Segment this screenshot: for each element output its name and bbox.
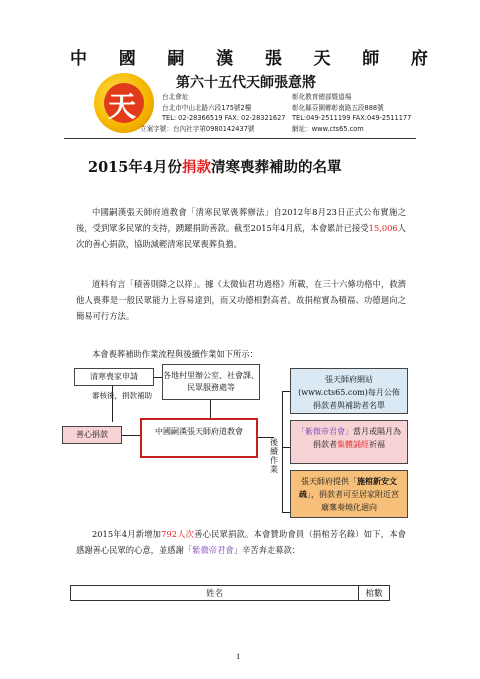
org-name	[70, 44, 430, 69]
website-publish-box: 張天師府網站(www.cts65.com)每月公佈捐款者與補助者名單	[290, 368, 408, 414]
title-date: 2015年4月份	[88, 159, 182, 176]
website-link[interactable]: 網址：www.cts65.com	[292, 124, 364, 133]
table-header-row	[71, 586, 390, 601]
group-chanting: 集體誦經	[337, 440, 369, 449]
center-box: 中國嗣漢張天師府道教會	[140, 418, 258, 458]
org-char: 師	[362, 49, 382, 69]
r2-end: 祈福	[369, 440, 385, 449]
sutra-chanting-box	[290, 420, 408, 464]
org-char: 張	[264, 49, 284, 69]
arrow	[122, 435, 140, 436]
title-highlight: 捐款	[181, 159, 211, 176]
info-line: 彰化縣芬園鄉彰南路五段888號	[292, 103, 384, 112]
p2-text: 道料有言「積善則降之以祥」。據《太微仙君功過格》所載，在三十六條功格中，救濟他人喪葬是一般民眾能力上容易達到，而又功德相對高者。故捐棺實為積福、功德迴向之簡易可行方法。	[76, 279, 406, 321]
r2-text: 當月或隔月為捐款者	[313, 427, 401, 449]
info-line: 台北會址	[162, 93, 189, 101]
changhua-contact	[292, 92, 411, 134]
page-number: 1	[236, 653, 241, 661]
column-header-coffins: 棺數	[359, 586, 390, 601]
arrow	[154, 377, 162, 378]
intro-paragraph	[76, 204, 406, 252]
bracket-line	[282, 391, 283, 513]
merit-paragraph	[76, 276, 406, 324]
org-char: 府	[410, 49, 430, 69]
title-rest: 清寒喪葬補助的名單	[210, 159, 342, 176]
arrow	[282, 447, 290, 448]
apply-box: 清寒喪家申請	[74, 368, 154, 386]
org-char: 國	[118, 49, 138, 69]
logo-glyph: 天	[108, 90, 137, 123]
header-divider	[64, 138, 416, 139]
org-char: 中	[70, 49, 89, 69]
org-char: 天	[313, 49, 333, 69]
org-char: 漢	[216, 49, 236, 69]
donor-table	[70, 585, 390, 601]
arrow	[210, 400, 211, 418]
flow-intro	[76, 346, 406, 362]
arrow	[112, 386, 113, 422]
p3-text: 本會喪葬補助作業流程與後續作業如下所示：	[92, 349, 258, 359]
coffin-document-name: 施棺新安文疏	[299, 476, 397, 499]
arrow	[282, 391, 290, 392]
taipei-contact	[140, 92, 286, 134]
org-char: 嗣	[167, 49, 187, 69]
r3-end: 」，捐款者可至居家附近宮廟稟奏燒化迴向	[307, 490, 399, 512]
p4-text-b: 善心民眾捐款。本會贊助會員（捐棺芳名錄）如下，本會感謝善心民眾的心意，並感謝「	[76, 529, 406, 555]
p4-text-a: 2015年4月新增加	[92, 529, 162, 539]
new-donor-count: 792人次	[161, 529, 195, 539]
celestial-master-title: 第六十五代天師張意將	[176, 75, 316, 91]
arrow	[282, 512, 290, 513]
april-donors-paragraph	[76, 526, 406, 558]
donation-count: 15,006	[368, 223, 398, 233]
column-header-name: 姓名	[71, 586, 359, 601]
info-line: TEL: 02-28366519 FAX: 02-28321627	[162, 114, 286, 122]
p1-text-a: 中國嗣漢張天師府道教會「清寒民眾喪葬辦法」自2012年8月23日正式公布實施之後，受到眾多民眾的支持，踴躍捐助善款。截至2015年4月底，本會累計已接受	[76, 207, 406, 233]
document-title	[88, 156, 341, 177]
review-label: 審核後，捐款補助	[92, 391, 152, 400]
donation-box: 善心捐款	[62, 426, 122, 444]
info-line: TEL:049-2511199 FAX:049-2511177	[292, 114, 412, 122]
info-line: 台北市中山北路六段175號2樓	[162, 103, 252, 112]
p4-text-c: 」辛苦奔走募款：	[233, 545, 301, 555]
followup-label: 後續作業	[270, 438, 278, 474]
ziwei-society-mention: 紫微帝君會	[192, 545, 234, 555]
p1-text-b: 人次的善心捐款，協助減輕清寒民眾喪葬負擔。	[76, 223, 406, 249]
coffin-document-box	[290, 470, 408, 518]
offices-box: 各地村里辦公室、社會課、民眾服務處等	[162, 364, 260, 400]
r3-text: 張天師府提供「	[301, 477, 357, 486]
ziwei-society: 「紫微帝君會」	[297, 427, 353, 436]
info-line: 彰化教育總部暨道場	[292, 93, 352, 101]
info-line: 立案字號：台內社字第0980142437號	[140, 124, 255, 133]
